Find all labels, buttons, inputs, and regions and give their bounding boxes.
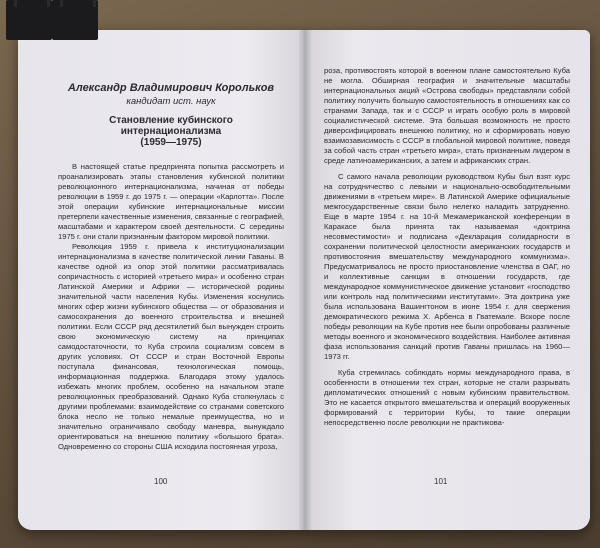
paragraph: Куба стремилась соблюдать нормы международного права, в особенности в отношении тех стран, которые не стали разрывать дипломатических отношений с новым кубинским правительством. Это не касается открытого вмешательства и операций вооруженных формирований с территории Кубы, то такие операции непосредственно после революции не практикова- bbox=[324, 368, 570, 427]
book-gutter bbox=[298, 30, 312, 530]
paragraph: Революция 1959 г. привела к институционализации интернационализма в качестве политической линии Гаваны. В качестве одной из опор этой политики рассматривалась сопричастность с историей «третьего мира» и особенно стран Латинской Америки и Африки — исторической родины значительной части населения Кубы. Изменения коснулись многих сфер жизни кубинского общества — от образования и самосохранения до военного строительства и внешней политики. Если СССР ряд десятилетий был вынужден строить свою экономическую систему на принципах самодостаточности, то Куба строила социализм совсем в других условиях. От СССР и стран Восточной Европы поступала финансовая, технологическая помощь, информационная поддержка. Благодаря этому удалось избежать многих проблем, особенно на начальном этапе революционных преобразований. Однако Куба столкнулась с другими проблемами: взаимодействие со странами советского блока несло не только немалые преимущества, но и значительно ограничивало свободу маневра, вынуждало ориентироваться на внешнюю политику «большого брата». Одновременно со стороны США исходила постоянная угроза, bbox=[58, 242, 284, 451]
left-page-body bbox=[58, 162, 284, 452]
page-number-left: 100 bbox=[154, 477, 168, 486]
open-book bbox=[18, 30, 590, 530]
right-page bbox=[304, 30, 590, 530]
right-page-body bbox=[324, 66, 570, 428]
left-page-content bbox=[58, 82, 284, 452]
article-title: Становление кубинского интернационализма bbox=[109, 115, 233, 137]
page-number-right: 101 bbox=[434, 477, 448, 486]
paragraph: роза, противостоять которой в военном плане самостоятельно Куба не могла. Обширная география и значительные масштабы интернациональных акций «Острова свободы» представляли собой политику получить большую самостоятельность в отношениях как со странами Запада, так и с СССР и играть особую роль в мировой социалистической системе. Эта большая возможность не просто диверсифицировать внешнюю политику, но и сформировать новую взаимозависимость с СССР в глобальной мировой политике, поведя за собой часть стран «третьего мира», стать признанным лидером в среде латиноамериканских, а затем и африканских стран. bbox=[324, 66, 570, 165]
left-page bbox=[18, 30, 304, 530]
binder-clip bbox=[52, 0, 98, 40]
paragraph: В настоящей статье предпринята попытка рассмотреть и проанализировать этапы становления кубинской политики революционного интернационализма, начиная от победы революции в 1959 г. до 1975 г. — операции «Карлотта». После этой операции кубинские интернациональные миссии претерпели качественные изменения, связанные с географией, масштабами и характером своей деятельности. С середины 1975 г. они стали признанным фактором мировой политики. bbox=[58, 162, 284, 241]
article-years: (1959—1975) bbox=[140, 137, 202, 148]
article-author: Александр Владимирович Корольков bbox=[67, 82, 275, 94]
author-degree: кандидат ист. наук bbox=[126, 96, 216, 107]
binder-clip bbox=[6, 0, 52, 40]
paragraph: С самого начала революции руководством Кубы был взят курс на сотрудничество с левыми и национально-освободительными движениями в «третьем мире». В Латинской Америке официальные межгосударственные связи было нелегко наладить затрудненно. Еще в марте 1954 г. на 10-й Межамериканской конференции в Каракасе была принята так называемая «доктрина несовместимости» и подписана «Декларация солидарности в сохранении политической целостности американских государств и противостояния вмешательству международного коммунизма». Предусматривалось не просто приостановление членства в ОАГ, но и коллективные санкции в отношении государств, где международное коммунистическое движение установит «господство или контроль над политическими институтами». Эта доктрина уже была использована Вашингтоном в июне 1954 г. для свержения демократического режима Х. Арбенса в Гватемале. Вскоре после победы революции на Кубе против нее были опробованы различные методы военного и экономического воздействия. Наиболее активная фаза использования санкций против Гаваны пришлась на 1960—1973 гг. bbox=[324, 172, 570, 361]
